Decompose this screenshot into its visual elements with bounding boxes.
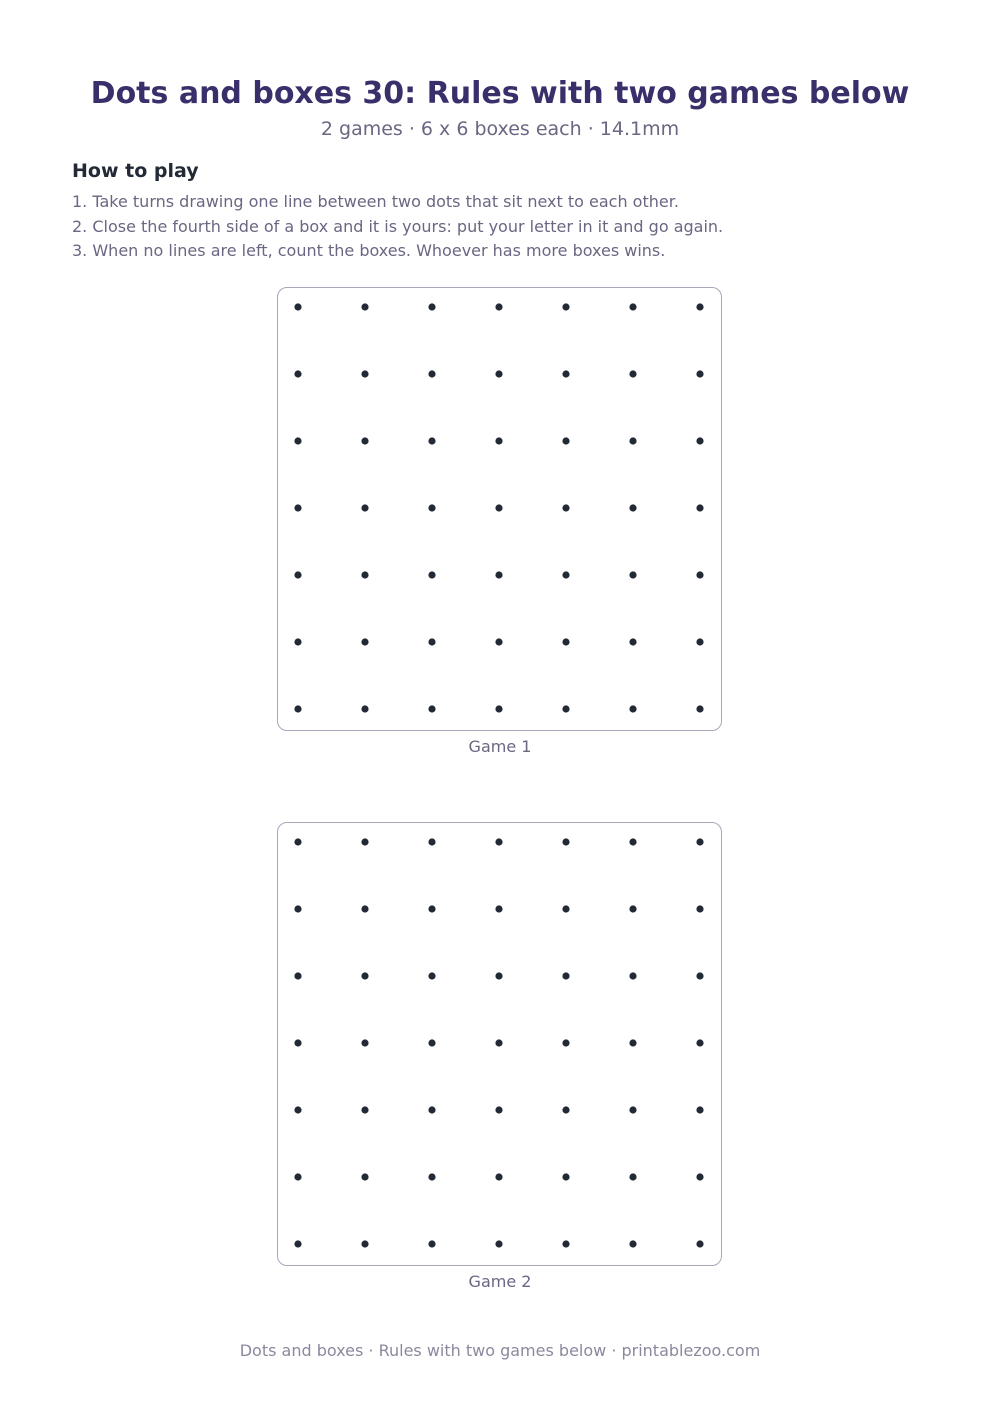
dot-grid[interactable]	[276, 821, 721, 1265]
grid-dot[interactable]	[362, 906, 369, 913]
grid-dot[interactable]	[563, 639, 570, 646]
grid-dot[interactable]	[362, 572, 369, 579]
grid-dot[interactable]	[295, 706, 302, 713]
grid-dot[interactable]	[697, 572, 704, 579]
grid-dot[interactable]	[496, 1107, 503, 1114]
rule-item: 2. Close the fourth side of a box and it is yours: put your letter in it and go again.	[72, 216, 724, 236]
grid-dot[interactable]	[295, 839, 302, 846]
grid-dot[interactable]	[697, 1107, 704, 1114]
grid-dot[interactable]	[697, 973, 704, 980]
grid-dot[interactable]	[630, 572, 637, 579]
game-board-1[interactable]	[277, 287, 722, 731]
grid-dot[interactable]	[429, 572, 436, 579]
grid-dot[interactable]	[630, 1174, 637, 1181]
grid-dot[interactable]	[697, 438, 704, 445]
grid-dot[interactable]	[362, 706, 369, 713]
grid-dot[interactable]	[697, 839, 704, 846]
grid-dot[interactable]	[697, 706, 704, 713]
grid-dot[interactable]	[496, 1174, 503, 1181]
grid-dot[interactable]	[697, 906, 704, 913]
grid-dot[interactable]	[429, 639, 436, 646]
grid-dot[interactable]	[563, 706, 570, 713]
grid-dot[interactable]	[563, 505, 570, 512]
grid-dot[interactable]	[697, 639, 704, 646]
grid-dot[interactable]	[496, 906, 503, 913]
rule-item: 3. When no lines are left, count the boxes. Whoever has more boxes wins.	[72, 241, 666, 260]
grid-dot[interactable]	[697, 371, 704, 378]
page-footer: Dots and boxes · Rules with two games below · printablezoo.com	[239, 1341, 761, 1360]
grid-dot[interactable]	[496, 706, 503, 713]
grid-dot[interactable]	[362, 505, 369, 512]
grid-dot[interactable]	[697, 1040, 704, 1047]
grid-dot[interactable]	[295, 1241, 302, 1248]
grid-dot[interactable]	[697, 1174, 704, 1181]
grid-dot[interactable]	[295, 371, 302, 378]
grid-dot[interactable]	[362, 1040, 369, 1047]
grid-dot[interactable]	[295, 973, 302, 980]
grid-dot[interactable]	[429, 1241, 436, 1248]
grid-dot[interactable]	[429, 839, 436, 846]
grid-dot[interactable]	[563, 839, 570, 846]
grid-dot[interactable]	[630, 1040, 637, 1047]
grid-dot[interactable]	[563, 1174, 570, 1181]
grid-dot[interactable]	[563, 973, 570, 980]
grid-dot[interactable]	[697, 505, 704, 512]
page-title: Dots and boxes 30: Rules with two games below	[90, 76, 910, 111]
grid-dot[interactable]	[362, 973, 369, 980]
grid-dot[interactable]	[630, 706, 637, 713]
rule-item: 1. Take turns drawing one line between two dots that sit next to each other.	[72, 192, 679, 211]
grid-dot[interactable]	[496, 505, 503, 512]
grid-dot[interactable]	[429, 505, 436, 512]
grid-dot[interactable]	[496, 973, 503, 980]
grid-dot[interactable]	[295, 639, 302, 646]
dot-grid[interactable]	[276, 286, 721, 730]
game-label: Game 1	[468, 737, 532, 756]
grid-dot[interactable]	[295, 304, 302, 311]
grid-dot[interactable]	[630, 438, 637, 445]
grid-dot[interactable]	[362, 304, 369, 311]
grid-dot[interactable]	[496, 1241, 503, 1248]
grid-dot[interactable]	[630, 1107, 637, 1114]
grid-dot[interactable]	[362, 839, 369, 846]
grid-dot[interactable]	[563, 304, 570, 311]
grid-dot[interactable]	[295, 1107, 302, 1114]
grid-dot[interactable]	[295, 906, 302, 913]
grid-dot[interactable]	[630, 973, 637, 980]
grid-dot[interactable]	[563, 1241, 570, 1248]
grid-dot[interactable]	[630, 371, 637, 378]
grid-dot[interactable]	[697, 1241, 704, 1248]
grid-dot[interactable]	[362, 1241, 369, 1248]
grid-dot[interactable]	[429, 371, 436, 378]
grid-dot[interactable]	[496, 371, 503, 378]
grid-dot[interactable]	[630, 1241, 637, 1248]
grid-dot[interactable]	[630, 839, 637, 846]
grid-dot[interactable]	[295, 1174, 302, 1181]
grid-dot[interactable]	[362, 371, 369, 378]
grid-dot[interactable]	[429, 1107, 436, 1114]
game-label: Game 2	[468, 1272, 532, 1291]
grid-dot[interactable]	[429, 1040, 436, 1047]
grid-dot[interactable]	[295, 505, 302, 512]
grid-dot[interactable]	[563, 1107, 570, 1114]
grid-dot[interactable]	[563, 906, 570, 913]
grid-dot[interactable]	[496, 1040, 503, 1047]
grid-dot[interactable]	[429, 973, 436, 980]
grid-dot[interactable]	[362, 1174, 369, 1181]
game-board-2[interactable]	[277, 822, 722, 1266]
grid-dot[interactable]	[630, 639, 637, 646]
grid-dot[interactable]	[697, 304, 704, 311]
grid-dot[interactable]	[563, 572, 570, 579]
grid-dot[interactable]	[429, 304, 436, 311]
grid-dot[interactable]	[429, 438, 436, 445]
grid-dot[interactable]	[429, 1174, 436, 1181]
grid-dot[interactable]	[496, 304, 503, 311]
how-to-play-heading: How to play	[72, 160, 199, 182]
grid-dot[interactable]	[496, 639, 503, 646]
grid-dot[interactable]	[563, 438, 570, 445]
grid-dot[interactable]	[563, 1040, 570, 1047]
grid-dot[interactable]	[362, 438, 369, 445]
grid-dot[interactable]	[496, 572, 503, 579]
grid-dot[interactable]	[362, 1107, 369, 1114]
grid-dot[interactable]	[630, 906, 637, 913]
grid-dot[interactable]	[496, 438, 503, 445]
rules-list	[72, 190, 723, 264]
grid-dot[interactable]	[295, 1040, 302, 1047]
page-subtitle: 2 games · 6 x 6 boxes each · 14.1mm	[320, 118, 680, 140]
grid-dot[interactable]	[362, 639, 369, 646]
grid-dot[interactable]	[630, 304, 637, 311]
grid-dot[interactable]	[429, 706, 436, 713]
grid-dot[interactable]	[563, 371, 570, 378]
grid-dot[interactable]	[295, 438, 302, 445]
grid-dot[interactable]	[295, 572, 302, 579]
grid-dot[interactable]	[429, 906, 436, 913]
grid-dot[interactable]	[630, 505, 637, 512]
grid-dot[interactable]	[496, 839, 503, 846]
